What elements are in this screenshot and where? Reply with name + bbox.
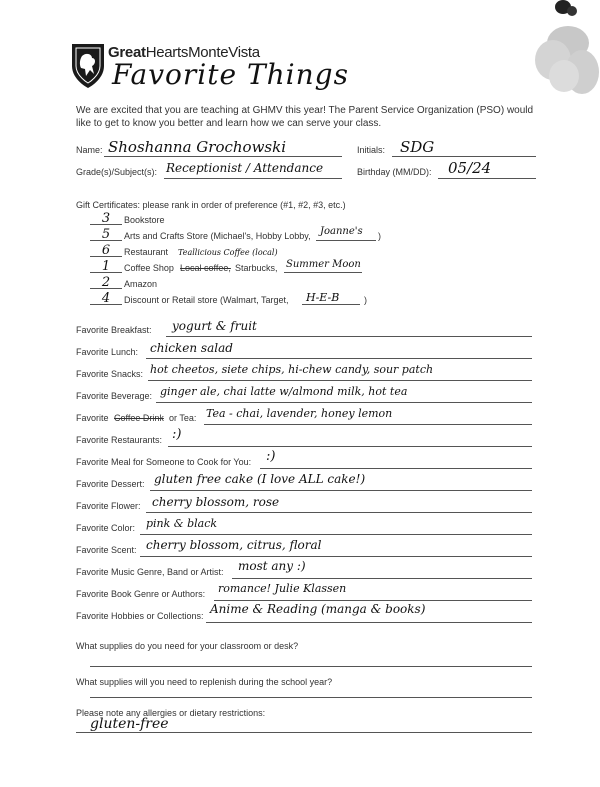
fav-answer: chicken salad <box>150 341 233 355</box>
grade-value: Receptionist / Attendance <box>166 161 324 175</box>
school-name: GreatHeartsMonteVista <box>108 44 260 61</box>
page-title: Favorite Things <box>112 58 349 91</box>
write-in-value: Joanne's <box>320 226 363 237</box>
gift-heading: Gift Certificates: please rank in order of preference (#1, #2, #3, etc.) <box>76 200 346 210</box>
birthday-value: 05/24 <box>448 159 492 177</box>
rank-value: 3 <box>101 211 111 226</box>
fav-answer: most any :) <box>238 559 306 573</box>
fav-answer: gluten free cake (I love ALL cake!) <box>154 472 366 486</box>
fav-answer: Tea - chai, lavender, honey lemon <box>206 407 393 420</box>
allergies-answer: gluten-free <box>90 716 169 732</box>
name-value: Shoshanna Grochowski <box>108 138 287 156</box>
birthday-label: Birthday (MM/DD): <box>357 167 432 177</box>
initials-value: SDG <box>400 138 435 156</box>
corner-decoration <box>525 0 600 110</box>
fav-answer: pink & black <box>146 517 218 530</box>
fav-answer: cherry blossom, citrus, floral <box>146 538 322 552</box>
fav-answer: romance! Julie Klassen <box>218 582 347 595</box>
write-in-value: H-E-B <box>306 291 340 304</box>
rank-value: 6 <box>101 243 111 258</box>
fav-answer: ginger ale, chai latte w/almond milk, hot tea <box>160 385 408 398</box>
school-crest-icon <box>70 42 106 90</box>
question-replenish-supplies: What supplies will you need to replenish during the school year? <box>76 677 333 687</box>
rank-value: 5 <box>101 227 111 242</box>
rank-value: 4 <box>101 291 111 306</box>
fav-answer: yogurt & fruit <box>172 319 257 333</box>
fav-answer: :) <box>266 449 276 464</box>
fav-answer: cherry blossom, rose <box>152 495 280 509</box>
grade-label: Grade(s)/Subject(s): <box>76 167 158 177</box>
question-classroom-supplies: What supplies do you need for your classroom or desk? <box>76 641 299 651</box>
initials-label: Initials: <box>357 145 386 155</box>
intro-text: We are excited that you are teaching at GHMV this year! The Parent Service Organization (PSO) would like to get to know you better and learn how we can serve your class. <box>76 105 534 129</box>
fav-answer: :) <box>172 427 182 442</box>
fav-answer: hot cheetos, siete chips, hi-chew candy, sour patch <box>150 363 434 376</box>
annotation: Teallicious Coffee (local) <box>178 248 278 257</box>
question-allergies: Please note any allergies or dietary restrictions: <box>76 708 266 718</box>
rank-value: 2 <box>101 275 111 290</box>
name-label: Name: <box>76 145 103 155</box>
rank-value: 1 <box>101 259 111 274</box>
fav-answer: Anime & Reading (manga & books) <box>210 602 426 616</box>
write-in-value: Summer Moon <box>286 259 361 270</box>
